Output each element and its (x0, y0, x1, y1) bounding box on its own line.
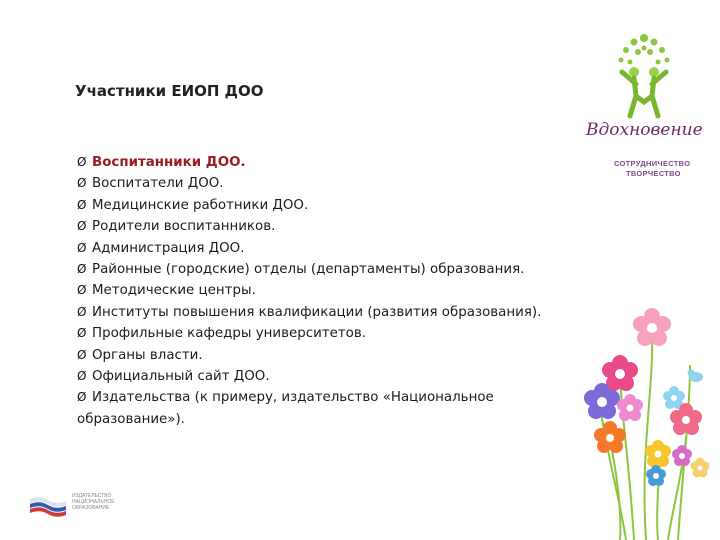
arrow-bullet-icon: Ø (77, 283, 87, 298)
arrow-bullet-icon: Ø (77, 347, 87, 362)
logo-script-text: Вдохновение (586, 120, 703, 140)
list-item: Ø Воспитатели ДОО. (77, 173, 597, 194)
arrow-bullet-icon: Ø (77, 219, 87, 234)
arrow-bullet-icon: Ø (77, 155, 87, 169)
list-item: Ø Медицинские работники ДОО. (77, 195, 597, 216)
flower-icon (594, 421, 626, 453)
flower-icon (645, 440, 671, 467)
flower-icon (672, 445, 692, 466)
arrow-bullet-icon: Ø (77, 390, 87, 405)
tree-people-icon (612, 32, 676, 120)
arrow-bullet-icon: Ø (77, 197, 87, 212)
arrow-bullet-icon: Ø (77, 304, 87, 319)
flowers-illustration (560, 270, 720, 540)
arrow-bullet-icon: Ø (77, 369, 87, 384)
arrow-bullet-icon: Ø (77, 262, 87, 277)
arrow-bullet-icon: Ø (77, 176, 87, 191)
logo-line-2: ТВОРЧЕСТВО (626, 169, 681, 178)
publisher-name: ИЗДАТЕЛЬСТВО НАЦИОНАЛЬНОЕ ОБРАЗОВАНИЕ (72, 493, 115, 511)
list-item: Ø Профильные кафедры университетов. (77, 323, 597, 344)
flower-icon (633, 308, 671, 346)
list-item: Ø Методические центры. (77, 280, 597, 301)
logo-line-1: СОТРУДНИЧЕСТВО (614, 159, 691, 168)
inspiration-logo (584, 32, 704, 178)
list-item: Ø Издательства (к примеру, издательство «Национальное образование»). (77, 387, 597, 430)
list-item: Ø Воспитанники ДОО. (77, 152, 597, 173)
arrow-bullet-icon: Ø (77, 326, 87, 341)
slide-title: Участники ЕИОП ДОО (75, 82, 264, 100)
list-item: Ø Родители воспитанников. (77, 216, 597, 237)
arrow-bullet-icon: Ø (77, 240, 87, 255)
list-item: Ø Администрация ДОО. (77, 238, 597, 259)
list-item: Ø Районные (городские) отделы (департаменты) образования. (77, 259, 597, 280)
flower-icon (691, 458, 710, 478)
flag-icon (28, 495, 68, 517)
publisher-logo (28, 493, 138, 523)
list-item: Ø Органы власти. (77, 345, 597, 366)
participants-list (77, 152, 597, 430)
flower-icon (646, 465, 666, 486)
list-item: Ø Официальный сайт ДОО. (77, 366, 597, 387)
list-item: Ø Институты повышения квалификации (развития образования). (77, 302, 597, 323)
